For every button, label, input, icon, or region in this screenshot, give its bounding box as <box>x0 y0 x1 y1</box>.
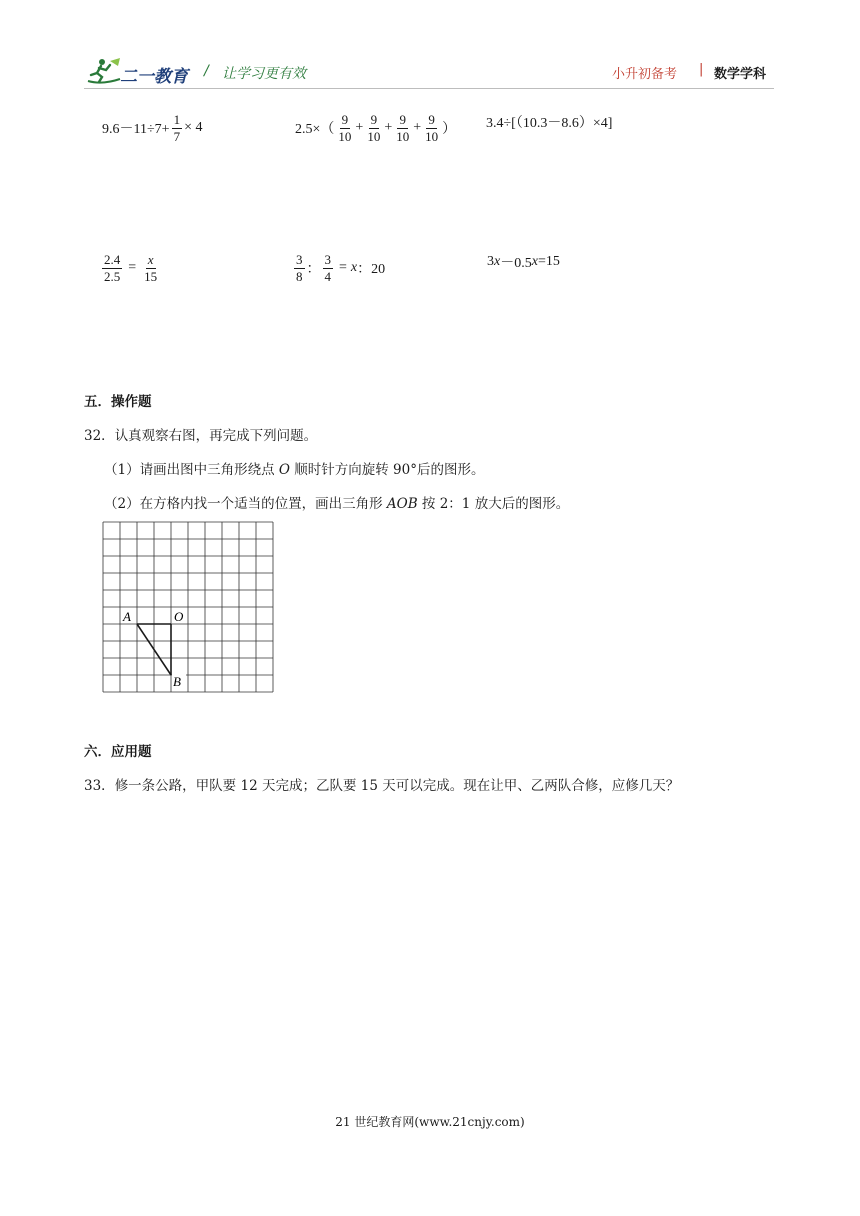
expr1-part-b: × 4 <box>184 120 203 135</box>
point-b-label: B <box>173 674 181 689</box>
q32-sub1-point-o: O <box>278 462 290 478</box>
eq2-b-num: 3 <box>324 251 331 267</box>
expr2-suffix: ） <box>442 122 457 137</box>
eq3-var-2: x <box>531 254 538 269</box>
section-6-title: 六．应用题 <box>84 744 152 760</box>
header <box>0 0 860 95</box>
equation-2 <box>292 250 385 286</box>
question-33-text: 修一条公路，甲队要 12 天完成；乙队要 15 天可以完成。现在让甲、乙两队合修，应修几天？ <box>114 778 680 794</box>
expression-2 <box>295 110 456 146</box>
point-a-label: A <box>123 609 131 624</box>
plus-sign: + <box>384 120 393 135</box>
question-33 <box>84 774 679 794</box>
eq2-rest: ：20 <box>357 262 386 277</box>
plus-sign: + <box>413 120 422 135</box>
equation-3 <box>487 252 560 272</box>
expr2-frac4-num: 9 <box>428 111 435 127</box>
q32-sub2-triangle-name: AOB <box>386 496 418 512</box>
eq3-coef-a: 3 <box>487 254 494 269</box>
expr2-frac2-num: 9 <box>370 111 378 127</box>
expr2-frac2-den: 10 <box>367 128 381 144</box>
header-divider <box>84 88 774 89</box>
eq2-fraction-b <box>323 253 334 283</box>
eq3-var-1: x <box>494 254 501 269</box>
expr2-frac3-den: 10 <box>396 128 410 144</box>
expr2-frac4-den: 10 <box>425 128 439 144</box>
q32-sub1-text-b: 顺时针方向旋转 90°后的图形。 <box>289 462 485 478</box>
point-o-label: O <box>174 609 184 624</box>
question-32-text: 认真观察右图，再完成下列问题。 <box>114 428 318 444</box>
expr2-frac1-num: 9 <box>341 111 349 127</box>
expr2-fraction-2 <box>365 113 382 143</box>
eq1-right-num: x <box>147 251 154 267</box>
slogan: 让学习更有效 <box>222 66 306 82</box>
question-33-number: 33． <box>84 778 115 794</box>
expr2-fraction-3 <box>394 113 411 143</box>
expr1-fraction <box>172 113 183 143</box>
expr2-prefix: 2.5×（ <box>295 122 335 137</box>
logo-text: 二一教育 <box>120 67 188 87</box>
plus-sign: + <box>355 120 364 135</box>
eq1-right-fraction <box>142 253 159 283</box>
grid-figure <box>100 519 276 695</box>
header-right-label-1: 小升初备考 <box>612 67 678 82</box>
expr1-frac-den: 7 <box>173 128 181 144</box>
question-32 <box>84 424 317 444</box>
expr2-frac1-den: 10 <box>338 128 352 144</box>
expr1-frac-num: 1 <box>173 111 181 127</box>
eq2-equals: = <box>339 260 347 275</box>
expression-1 <box>102 110 202 146</box>
expr2-frac3-num: 9 <box>399 111 406 127</box>
eq2-a-den: 8 <box>296 268 303 284</box>
eq2-fraction-a <box>294 253 305 283</box>
eq1-equals: = <box>128 260 137 275</box>
eq2-variable: x <box>350 260 358 275</box>
eq2-a-num: 3 <box>296 251 303 267</box>
grid-lines <box>103 522 273 692</box>
expression-3 <box>486 112 612 132</box>
footer-text: 21 世纪教育网(www.21cnjy.com) <box>335 1115 525 1129</box>
eq3-coef-b: －0.5 <box>500 256 532 271</box>
eq1-right-den: 15 <box>144 268 158 284</box>
header-right-label-2: 数学学科 <box>714 67 767 82</box>
expr3-text: 3.4÷[（10.3－8.6）×4] <box>486 116 613 131</box>
expr2-fraction-1 <box>336 113 353 143</box>
equation-1 <box>100 250 161 286</box>
slogan-separator: / <box>204 63 209 79</box>
question-32-number: 32． <box>84 428 115 444</box>
eq1-left-den: 2.5 <box>104 268 121 284</box>
question-32-part-1 <box>104 458 484 478</box>
eq2-colon: ： <box>306 262 321 277</box>
eq2-b-den: 4 <box>324 268 331 284</box>
expr1-part-a: 9.6－11÷7+ <box>102 122 170 137</box>
eq1-left-fraction <box>102 253 122 283</box>
eq1-left-num: 2.4 <box>104 251 121 267</box>
q32-sub1-text-a: （1）请画出图中三角形绕点 <box>104 462 279 478</box>
header-right-separator: | <box>699 62 704 77</box>
question-32-part-2 <box>104 492 569 512</box>
expr2-fraction-4 <box>423 113 440 143</box>
eq3-result: =15 <box>537 254 560 269</box>
q32-sub2-text-a: （2）在方格内找一个适当的位置，画出三角形 <box>104 496 387 512</box>
q32-sub2-text-b: 按 2：1 放大后的图形。 <box>417 496 570 512</box>
section-5-title: 五．操作题 <box>84 394 152 410</box>
